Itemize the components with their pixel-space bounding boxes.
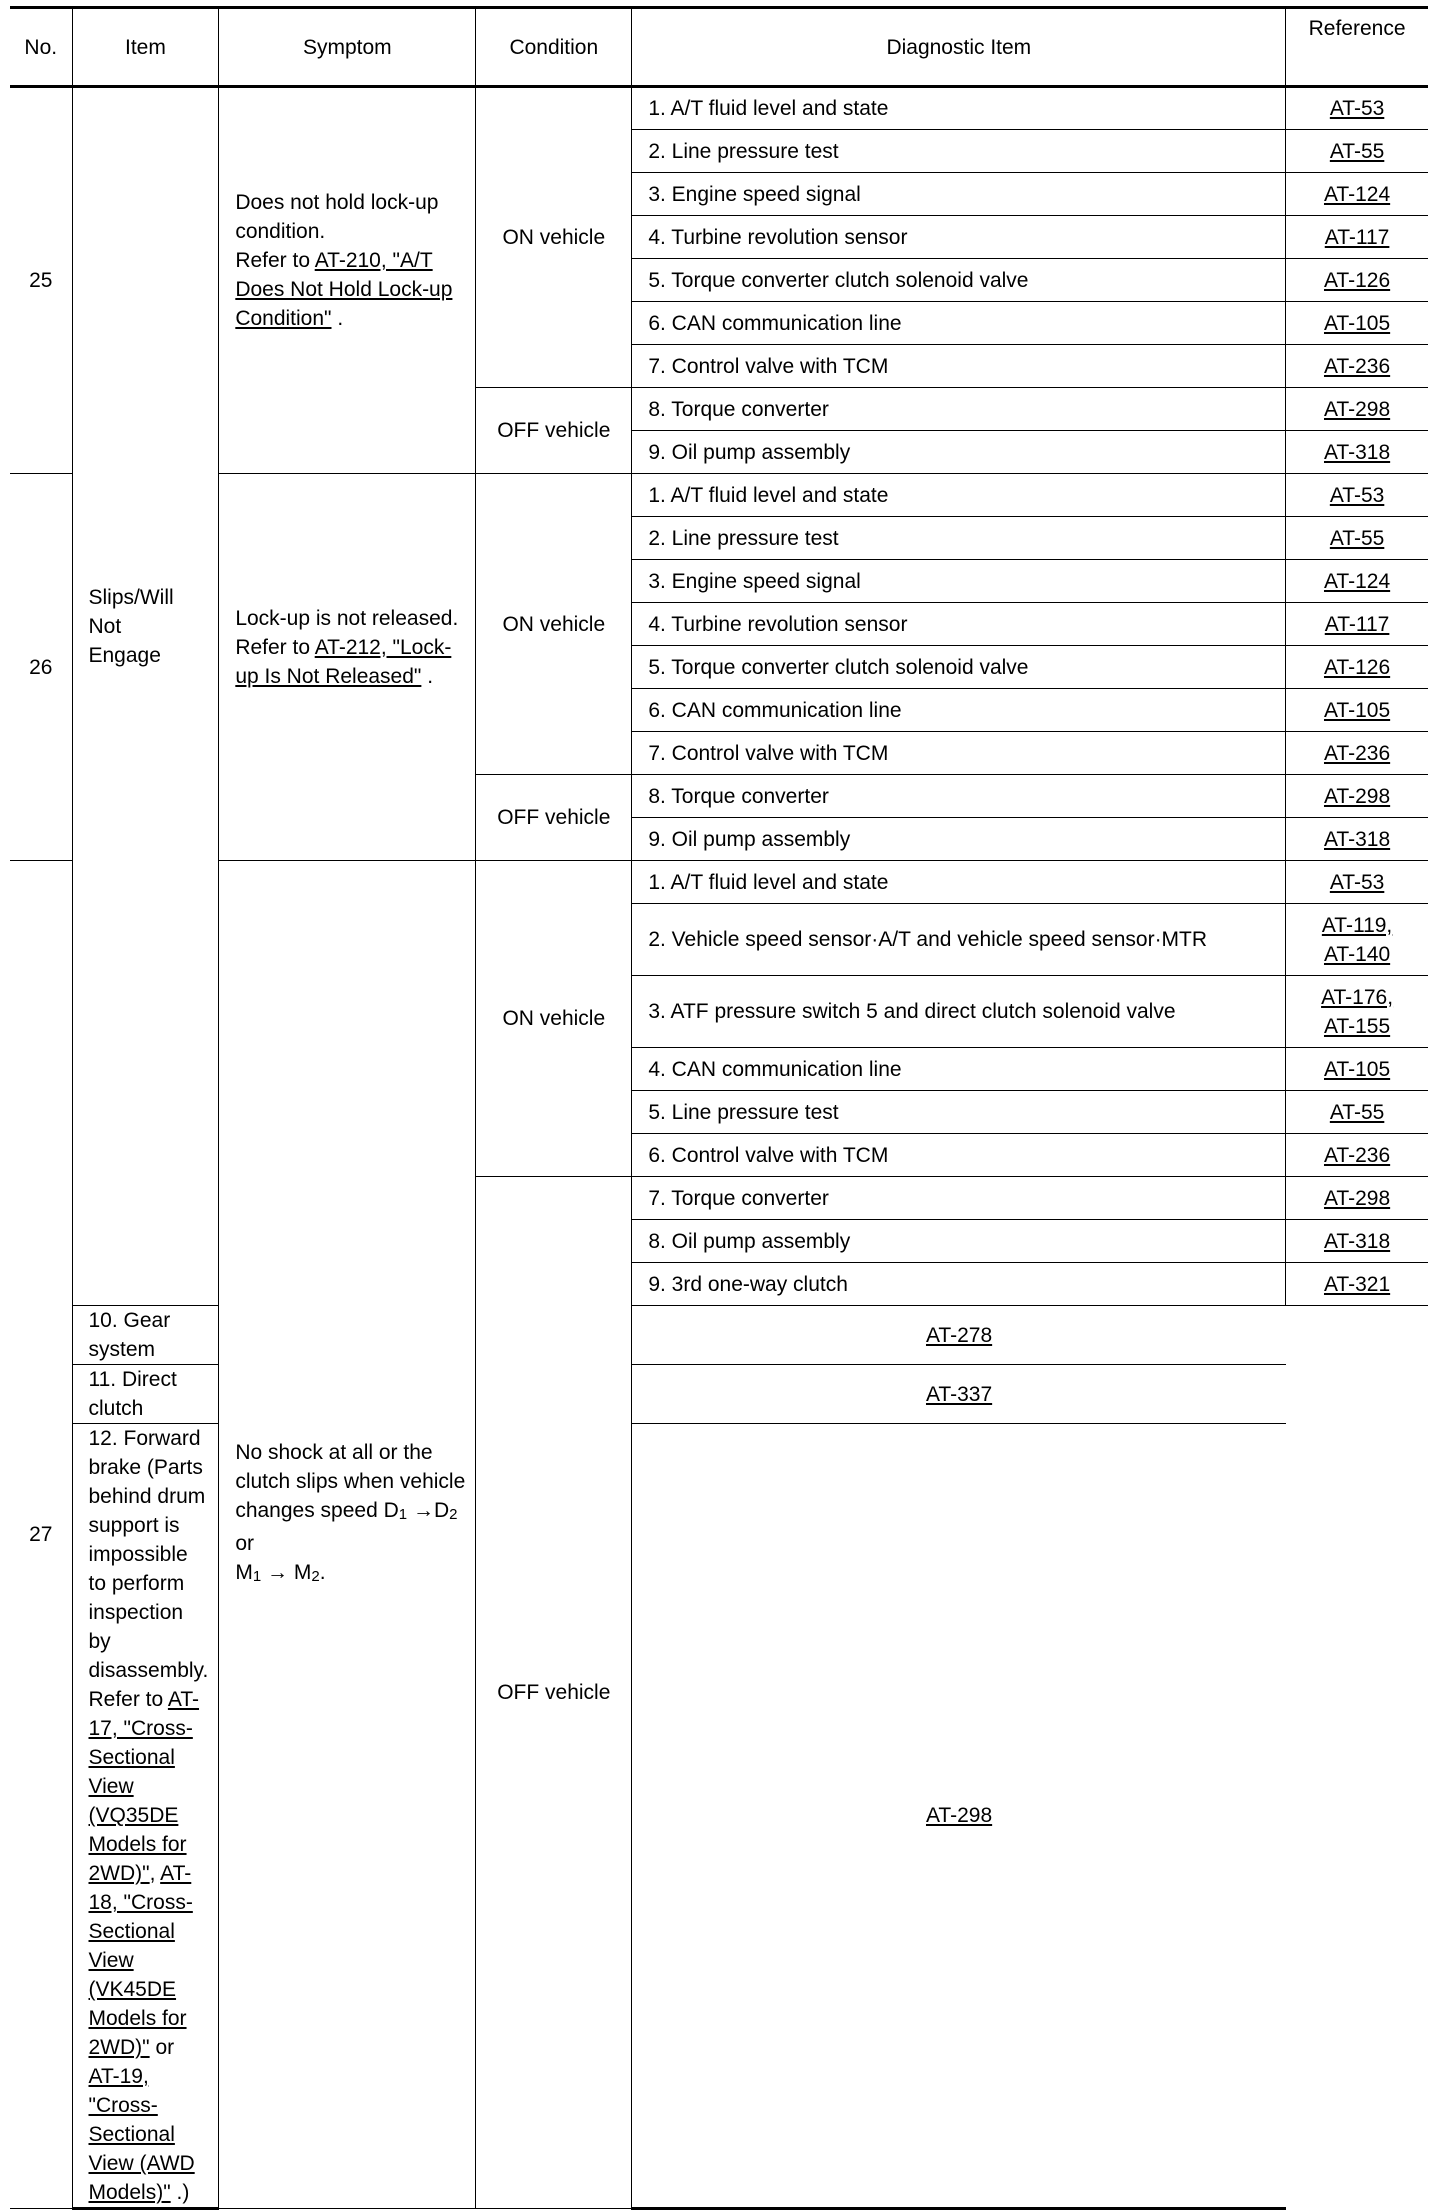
diagnostic-item: 5. Line pressure test xyxy=(632,1091,1286,1134)
symptom-refer-prefix: Refer to xyxy=(235,635,311,659)
reference-link[interactable]: AT-55 xyxy=(1329,1100,1385,1124)
symptom-link[interactable]: AT-212, "Lock-up Is Not Released" xyxy=(235,635,452,688)
symptom-link[interactable]: AT-210, "A/T Does Not Hold Lock-up Condition" xyxy=(235,249,453,330)
gear-d2-sub: 2 xyxy=(449,1506,458,1523)
diagnostic-item: 2. Vehicle speed sensor·A/T and vehicle speed sensor·MTR xyxy=(632,904,1286,976)
reference-cell xyxy=(1286,1220,1428,1263)
header-row xyxy=(10,8,1428,87)
reference-link[interactable]: AT-298 xyxy=(1323,784,1391,808)
table-row xyxy=(10,474,1428,517)
diagnostic-item: 1. A/T fluid level and state xyxy=(632,861,1286,904)
diagnostic-end: .) xyxy=(176,2181,190,2204)
symptom-cell xyxy=(219,87,476,474)
condition-on: ON vehicle xyxy=(476,474,632,775)
symptom-suffix: . xyxy=(337,307,344,330)
reference-link[interactable]: AT-126 xyxy=(1323,268,1391,292)
reference-cell xyxy=(1286,173,1428,216)
reference-cell xyxy=(1286,603,1428,646)
header-diagnostic-item: Diagnostic Item xyxy=(632,8,1286,87)
reference-cell xyxy=(1286,474,1428,517)
reference-cell xyxy=(1286,1048,1428,1091)
reference-cell xyxy=(632,1306,1286,1365)
reference-cell xyxy=(1286,1263,1428,1306)
gear-m2-sub: 2 xyxy=(311,1568,320,1585)
diagnostic-item: 9. 3rd one-way clutch xyxy=(632,1263,1286,1306)
reference-link[interactable]: AT-318 xyxy=(1323,440,1391,464)
diagnostic-item: 6. CAN communication line xyxy=(632,689,1286,732)
reference-cell xyxy=(1286,87,1428,130)
header-condition: Condition xyxy=(476,8,632,87)
reference-link[interactable]: AT-298 xyxy=(1323,1186,1391,1210)
symptom-cell xyxy=(219,861,476,2209)
gear-m1-sub: 1 xyxy=(252,1568,262,1585)
reference-link[interactable]: AT-318 xyxy=(1323,1229,1391,1253)
row-number: 25 xyxy=(10,87,72,474)
header-item: Item xyxy=(72,8,219,87)
diagnostic-item: 11. Direct clutch xyxy=(72,1365,219,1424)
separator-text: , xyxy=(149,1862,156,1885)
reference-link[interactable]: AT-155 xyxy=(1323,1014,1391,1038)
reference-link[interactable]: AT-140 xyxy=(1323,942,1391,966)
diagnostic-item: 4. Turbine revolution sensor xyxy=(632,603,1286,646)
reference-link[interactable]: AT-55 xyxy=(1329,139,1385,163)
reference-link[interactable]: AT-53 xyxy=(1329,483,1385,507)
diagnostic-item: 1. A/T fluid level and state xyxy=(632,474,1286,517)
reference-link[interactable]: AT-126 xyxy=(1323,655,1391,679)
diagnostic-item: 9. Oil pump assembly xyxy=(632,818,1286,861)
reference-cell xyxy=(1286,976,1428,1048)
diagnostic-item: 3. Engine speed signal xyxy=(632,560,1286,603)
separator-text: or xyxy=(155,2036,175,2059)
diagnostic-item: 7. Torque converter xyxy=(632,1177,1286,1220)
condition-off: OFF vehicle xyxy=(476,1177,632,2209)
gear-m2-letter: M xyxy=(293,1561,312,1584)
reference-cell xyxy=(1286,431,1428,474)
gear-m1 xyxy=(235,1561,261,1584)
reference-link[interactable]: AT-298 xyxy=(925,1804,993,1827)
reference-cell xyxy=(1286,1177,1428,1220)
reference-cell xyxy=(1286,1091,1428,1134)
diagnostic-item: 2. Line pressure test xyxy=(632,130,1286,173)
reference-cell xyxy=(1286,560,1428,603)
reference-cell xyxy=(1286,517,1428,560)
reference-link[interactable]: AT-337 xyxy=(925,1382,993,1406)
diagnostic-item: 9. Oil pump assembly xyxy=(632,431,1286,474)
condition-off: OFF vehicle xyxy=(476,775,632,861)
symptom-text: Does not hold lock-up condition. xyxy=(235,191,439,243)
symptom-suffix: . xyxy=(427,664,434,688)
diagnostic-item: 4. CAN communication line xyxy=(632,1048,1286,1091)
diagnostic-item xyxy=(72,1424,219,2209)
reference-cell xyxy=(1286,775,1428,818)
row-number: 26 xyxy=(10,474,72,861)
reference-cell xyxy=(1286,732,1428,775)
diagnostic-intro: 12. Forward brake (Parts behind drum support is impossible to perform inspection by disassembly. Refer to xyxy=(88,1427,209,1711)
diagnostic-item: 5. Torque converter clutch solenoid valve xyxy=(632,646,1286,689)
cross-section-link-vq35de[interactable]: AT-17, "Cross-Sectional View (VQ35DE Models for 2WD)" xyxy=(88,1688,200,1885)
symptom-end: . xyxy=(319,1561,326,1584)
arrow-icon: → xyxy=(267,1561,288,1584)
reference-cell xyxy=(1286,818,1428,861)
reference-cell xyxy=(632,1365,1286,1424)
diagnostic-item: 3. Engine speed signal xyxy=(632,173,1286,216)
symptom-refer-prefix: Refer to xyxy=(235,249,311,272)
reference-link[interactable]: AT-318 xyxy=(1323,827,1391,851)
header-reference: Reference xyxy=(1286,8,1428,87)
row-number: 27 xyxy=(10,861,72,2209)
or-text: or xyxy=(235,1532,254,1555)
header-symptom: Symptom xyxy=(219,8,476,87)
gear-m2 xyxy=(294,1561,320,1584)
diagnostic-item: 6. Control valve with TCM xyxy=(632,1134,1286,1177)
reference-link[interactable]: AT-53 xyxy=(1329,870,1385,894)
reference-link[interactable]: AT-105 xyxy=(1323,311,1391,335)
reference-link[interactable]: AT-236 xyxy=(1323,741,1391,765)
diagnostic-item: 6. CAN communication line xyxy=(632,302,1286,345)
diagnostic-item: 4. Turbine revolution sensor xyxy=(632,216,1286,259)
gear-d2-letter: D xyxy=(433,1499,450,1522)
cross-section-link-vk45de[interactable]: AT-18, "Cross-Sectional View (VK45DE Models for 2WD)" xyxy=(88,1862,193,2059)
reference-link[interactable]: AT-53 xyxy=(1329,97,1385,120)
item-label: Slips/Will Not Engage xyxy=(88,586,174,667)
reference-cell xyxy=(1286,646,1428,689)
reference-link[interactable]: AT-236 xyxy=(1323,1143,1391,1167)
diagnostic-item: 7. Control valve with TCM xyxy=(632,732,1286,775)
diagnostic-item: 10. Gear system xyxy=(72,1306,219,1365)
diagnostic-item: 5. Torque converter clutch solenoid valve xyxy=(632,259,1286,302)
header-no: No. xyxy=(10,8,72,87)
reference-link[interactable]: AT-105 xyxy=(1323,698,1391,722)
reference-link[interactable]: AT-117 xyxy=(1324,612,1390,636)
gear-d2 xyxy=(434,1499,458,1522)
diagnostic-item: 2. Line pressure test xyxy=(632,517,1286,560)
condition-on: ON vehicle xyxy=(476,87,632,388)
reference-cell xyxy=(1286,1134,1428,1177)
reference-link[interactable]: AT-105 xyxy=(1323,1057,1391,1081)
gear-d1-letter: D xyxy=(383,1499,399,1522)
reference-cell xyxy=(1286,216,1428,259)
item-cell xyxy=(72,87,219,1306)
reference-link[interactable]: AT-117 xyxy=(1324,225,1390,249)
diagnostic-item: 8. Torque converter xyxy=(632,388,1286,431)
gear-d1-sub: 1 xyxy=(398,1506,408,1523)
reference-link[interactable]: AT-119, xyxy=(1321,913,1393,937)
condition-on: ON vehicle xyxy=(476,861,632,1177)
reference-link[interactable]: AT-236 xyxy=(1323,354,1391,378)
reference-cell xyxy=(1286,388,1428,431)
reference-link[interactable]: AT-321 xyxy=(1323,1272,1391,1296)
reference-cell xyxy=(1286,302,1428,345)
diagnostic-item: 8. Oil pump assembly xyxy=(632,1220,1286,1263)
table-row xyxy=(10,861,1428,904)
reference-cell xyxy=(1286,861,1428,904)
cross-section-link-awd[interactable]: AT-19, "Cross-Sectional View (AWD Models)" xyxy=(88,2065,195,2204)
reference-link[interactable]: AT-298 xyxy=(1323,397,1391,421)
reference-cell xyxy=(1286,689,1428,732)
diagnostic-item: 8. Torque converter xyxy=(632,775,1286,818)
reference-cell xyxy=(1286,130,1428,173)
gear-m1-letter: M xyxy=(235,1561,253,1584)
reference-cell xyxy=(632,1424,1286,2209)
reference-cell xyxy=(1286,345,1428,388)
diagnostic-item: 7. Control valve with TCM xyxy=(632,345,1286,388)
gear-d1 xyxy=(384,1499,408,1522)
symptom-text: No shock at all or the clutch slips when vehicle changes speed xyxy=(235,1441,466,1522)
reference-link[interactable]: AT-278 xyxy=(925,1323,993,1347)
reference-cell xyxy=(1286,259,1428,302)
symptom-text: Lock-up is not released. xyxy=(235,606,459,630)
table-row xyxy=(10,87,1428,130)
arrow-icon: → xyxy=(412,1499,434,1522)
diagnosis-table xyxy=(10,6,1428,2210)
diagnostic-item: 3. ATF pressure switch 5 and direct clutch solenoid valve xyxy=(632,976,1286,1048)
reference-link[interactable]: AT-55 xyxy=(1329,526,1385,550)
symptom-cell xyxy=(219,474,476,861)
diagnostic-item: 1. A/T fluid level and state xyxy=(632,87,1286,130)
reference-link[interactable]: AT-176, xyxy=(1321,985,1394,1009)
reference-link[interactable]: AT-124 xyxy=(1323,182,1391,206)
reference-cell xyxy=(1286,904,1428,976)
condition-off: OFF vehicle xyxy=(476,388,632,474)
reference-link[interactable]: AT-124 xyxy=(1323,569,1391,593)
